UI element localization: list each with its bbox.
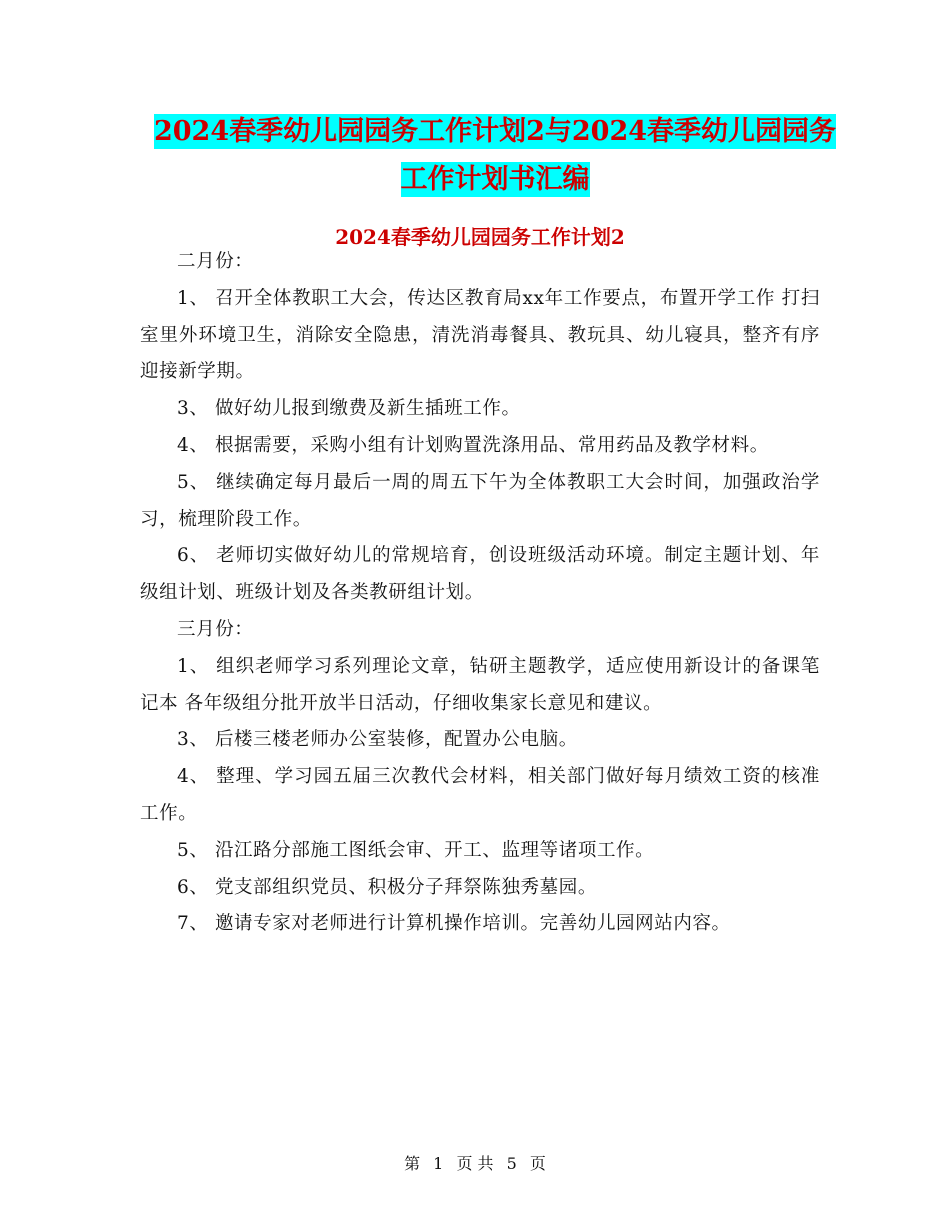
document-body: [140, 244, 820, 943]
document-title-text: 2024春季幼儿园园务工作计划2与2024春季幼儿园园务工作计划书汇编: [153, 116, 837, 195]
page-footer: [0, 1152, 950, 1176]
paragraph: 6、 老师切实做好幼儿的常规培育，创设班级活动环境。制定主题计划、年级组计划、班级计划及各类教研组计划。: [140, 545, 820, 604]
paragraph: 5、 沿江路分部施工图纸会审、开工、监理等诸项工作。: [177, 839, 655, 861]
footer-suffix: 页: [529, 1154, 546, 1173]
month-heading: 三月份：: [177, 618, 254, 640]
paragraph: 3、 后楼三楼老师办公室装修，配置办公电脑。: [177, 729, 578, 751]
paragraph: 1、 召开全体教职工大会，传达区教育局xx年工作要点，布置开学工作 打扫室里外环境卫生，消除安全隐患，清洗消毒餐具、教玩具、幼儿寝具，整齐有序迎接新学期。: [140, 287, 820, 383]
footer-middle: 页 共: [456, 1154, 494, 1173]
footer-prefix: 第: [404, 1154, 421, 1173]
paragraph: 7、 邀请专家对老师进行计算机操作培训。完善幼儿园网站内容。: [177, 913, 731, 935]
document-title: [150, 108, 840, 204]
paragraph: 5、 继续确定每月最后一周的周五下午为全体教职工大会时间，加强政治学习，梳理阶段工作。: [140, 471, 820, 530]
footer-total-pages: 5: [506, 1154, 517, 1173]
month-heading: 二月份：: [177, 251, 254, 272]
paragraph: 4、 根据需要，采购小组有计划购置洗涤用品、常用药品及教学材料。: [177, 434, 769, 456]
paragraph: 6、 党支部组织党员、积极分子拜祭陈独秀墓园。: [177, 876, 597, 898]
section-title: 2024春季幼儿园园务工作计划2: [335, 225, 625, 249]
paragraph: 3、 做好幼儿报到缴费及新生插班工作。: [177, 398, 521, 420]
paragraph: 4、 整理、学习园五届三次教代会材料，相关部门做好每月绩效工资的核准工作。: [140, 766, 820, 824]
footer-page-number: 1: [433, 1154, 444, 1173]
paragraph: 1、 组织老师学习系列理论文章，钻研主题教学，适应使用新设计的备课笔记本 各年级组分批开放半日活动，仔细收集家长意见和建议。: [140, 655, 820, 714]
